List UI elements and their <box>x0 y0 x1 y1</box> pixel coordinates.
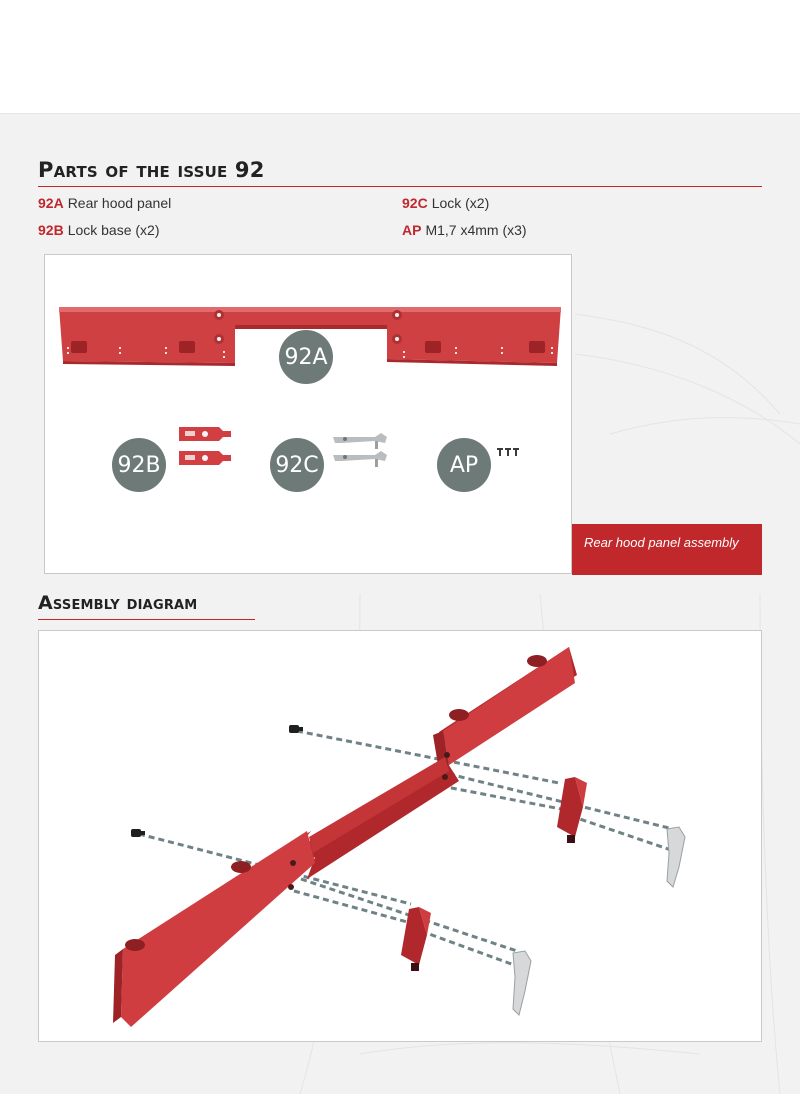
page-header-area <box>0 0 800 114</box>
rear-hood-panel-diagram <box>113 647 577 1027</box>
parts-section-title: Parts of the issue 92 <box>38 158 265 182</box>
parts-title-rule <box>38 186 762 187</box>
assembly-title-rule <box>38 619 255 620</box>
parts-illustration <box>45 255 573 575</box>
part-item-92b <box>38 222 160 238</box>
part-code: 92C <box>402 195 428 211</box>
assembly-diagram <box>39 631 763 1043</box>
screws-image <box>497 448 519 456</box>
assembly-diagram-panel <box>38 630 762 1042</box>
parts-photo-panel <box>44 254 572 574</box>
part-label: M1,7 x4mm (x3) <box>425 222 527 238</box>
part-item-92a <box>38 195 171 211</box>
part-code: 92A <box>38 195 64 211</box>
assembly-section-title: Assembly diagram <box>38 592 198 614</box>
badge-ap: AP <box>437 438 491 492</box>
lock-image <box>333 433 387 467</box>
part-label: Lock (x2) <box>431 195 490 211</box>
part-code: 92B <box>38 222 64 238</box>
caption-box: Rear hood panel assembly <box>572 524 762 575</box>
screw-diagram <box>131 725 303 837</box>
part-label: Lock base (x2) <box>67 222 160 238</box>
lock-base-image <box>179 427 231 465</box>
badge-92a: 92A <box>279 330 333 384</box>
part-item-92c <box>402 195 489 211</box>
badge-92b: 92B <box>112 438 166 492</box>
part-code: AP <box>402 222 422 238</box>
lock-diagram <box>513 827 685 1015</box>
part-label: Rear hood panel <box>67 195 172 211</box>
badge-92c: 92C <box>270 438 324 492</box>
part-item-ap <box>402 222 527 238</box>
